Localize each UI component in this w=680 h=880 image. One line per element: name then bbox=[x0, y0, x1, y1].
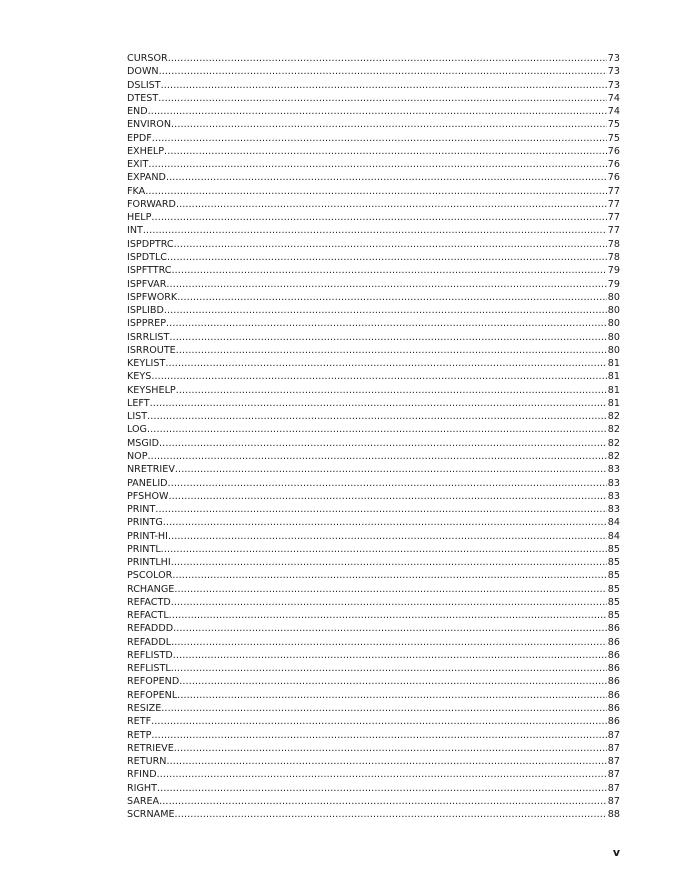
toc-entry-label: ISPDPTRC bbox=[127, 238, 174, 250]
toc-entry[interactable] bbox=[127, 92, 620, 105]
toc-entry-label: DTEST bbox=[127, 92, 159, 104]
toc-dot-leader bbox=[166, 278, 606, 291]
toc-entry-label: PFSHOW bbox=[127, 490, 169, 502]
toc-dot-leader bbox=[150, 397, 607, 410]
toc-entry[interactable] bbox=[127, 52, 620, 65]
toc-dot-leader bbox=[152, 132, 607, 145]
toc-entry-page: 85 bbox=[607, 610, 620, 622]
toc-dot-leader bbox=[151, 211, 606, 224]
toc-entry-label: ISRROUTE bbox=[127, 344, 176, 356]
toc-entry-label: RCHANGE bbox=[127, 583, 175, 595]
toc-entry[interactable] bbox=[127, 782, 620, 795]
toc-dot-leader bbox=[148, 450, 607, 463]
toc-entry-page: 79 bbox=[607, 278, 620, 290]
toc-dot-leader bbox=[176, 198, 607, 211]
toc-entry-page: 76 bbox=[607, 145, 620, 157]
toc-entry-page: 86 bbox=[607, 663, 620, 675]
toc-entry-page: 76 bbox=[607, 172, 620, 184]
toc-dot-leader bbox=[166, 755, 606, 768]
toc-entry-page: 85 bbox=[607, 570, 620, 582]
toc-entry-label: RFIND bbox=[127, 769, 157, 781]
toc-entry[interactable] bbox=[127, 715, 620, 728]
toc-entry-page: 86 bbox=[607, 716, 620, 728]
toc-entry-label: ISRRLIST bbox=[127, 331, 170, 343]
toc-entry-label: REFACTD bbox=[127, 596, 171, 608]
toc-entry[interactable] bbox=[127, 477, 620, 490]
toc-dot-leader bbox=[151, 370, 606, 383]
toc-dot-leader bbox=[159, 65, 607, 78]
toc-entry[interactable] bbox=[127, 556, 620, 569]
toc-dot-leader bbox=[151, 715, 607, 728]
page-number: v bbox=[612, 846, 620, 859]
toc-entry[interactable] bbox=[127, 198, 620, 211]
toc-entry-page: 83 bbox=[607, 490, 620, 502]
toc-entry[interactable] bbox=[127, 317, 620, 330]
toc-dot-leader bbox=[169, 609, 607, 622]
toc-dot-leader bbox=[179, 675, 607, 688]
toc-dot-leader bbox=[174, 583, 606, 596]
toc-entry[interactable] bbox=[127, 118, 620, 131]
toc-dot-leader bbox=[175, 463, 607, 476]
toc-entry-label: SAREA bbox=[127, 795, 160, 807]
toc-dot-leader bbox=[171, 118, 607, 131]
toc-entry[interactable] bbox=[127, 264, 620, 277]
toc-dot-leader bbox=[168, 530, 607, 543]
toc-entry[interactable] bbox=[127, 158, 620, 171]
toc-dot-leader bbox=[177, 291, 607, 304]
toc-entry[interactable] bbox=[127, 211, 620, 224]
toc-dot-leader bbox=[164, 304, 607, 317]
toc-dot-leader bbox=[148, 158, 606, 171]
toc-entry-page: 87 bbox=[607, 782, 620, 794]
toc-dot-leader bbox=[155, 503, 606, 516]
toc-dot-leader bbox=[159, 437, 607, 450]
toc-entry-label: DOWN bbox=[127, 66, 159, 78]
toc-entry-page: 78 bbox=[607, 238, 620, 250]
toc-entry-page: 77 bbox=[607, 185, 620, 197]
toc-entry-label: ISPPREP bbox=[127, 318, 167, 330]
toc-entry[interactable] bbox=[127, 768, 620, 781]
toc-entry-label: CURSOR bbox=[127, 53, 168, 64]
toc-entry-page: 85 bbox=[607, 543, 620, 555]
toc-entry[interactable] bbox=[127, 463, 620, 476]
toc-entry-page: 75 bbox=[607, 119, 620, 131]
toc-dot-leader bbox=[169, 331, 606, 344]
toc-dot-leader bbox=[171, 636, 607, 649]
toc-entry-label: RIGHT bbox=[127, 782, 158, 794]
toc-entry[interactable] bbox=[127, 543, 620, 556]
toc-entry[interactable] bbox=[127, 145, 620, 158]
toc-entry-label: RETRIEVE bbox=[127, 742, 174, 754]
toc-entry[interactable] bbox=[127, 649, 620, 662]
toc-entry[interactable] bbox=[127, 423, 620, 436]
toc-entry-label: INT bbox=[127, 225, 143, 237]
toc-dot-leader bbox=[177, 689, 607, 702]
toc-dot-leader bbox=[166, 317, 607, 330]
toc-entry-label: PRINT bbox=[127, 504, 156, 516]
toc-entry-page: 79 bbox=[607, 265, 620, 277]
toc-entry-page: 78 bbox=[607, 251, 620, 263]
toc-entry-label: RETP bbox=[127, 729, 152, 741]
toc-entry-label: EXHELP bbox=[127, 145, 165, 157]
toc-entry-page: 82 bbox=[607, 424, 620, 436]
toc-dot-leader bbox=[168, 490, 606, 503]
toc-entry[interactable] bbox=[127, 569, 620, 582]
toc-dot-leader bbox=[168, 477, 607, 490]
toc-dot-leader bbox=[168, 52, 607, 65]
toc-entry-label: ISPFWORK bbox=[127, 291, 178, 303]
toc-entry-label: LEFT bbox=[127, 397, 150, 409]
toc-entry[interactable] bbox=[127, 503, 620, 516]
toc-entry-label: REFADDD bbox=[127, 623, 174, 635]
toc-entry[interactable] bbox=[127, 795, 620, 808]
toc-entry-label: SCRNAME bbox=[127, 809, 175, 821]
toc-dot-leader bbox=[176, 384, 607, 397]
toc-entry[interactable] bbox=[127, 636, 620, 649]
toc-entry-page: 81 bbox=[607, 371, 620, 383]
toc-entry-label: ISPFTTRC bbox=[127, 265, 172, 277]
toc-entry-page: 83 bbox=[607, 504, 620, 516]
toc-entry-page: 86 bbox=[607, 703, 620, 715]
toc-entry-label: PSCOLOR bbox=[127, 570, 173, 582]
toc-dot-leader bbox=[174, 238, 607, 251]
toc-dot-leader bbox=[161, 702, 607, 715]
toc-entry[interactable] bbox=[127, 410, 620, 423]
toc-entry-label: KEYS bbox=[127, 371, 152, 383]
toc-entry[interactable] bbox=[127, 530, 620, 543]
toc-entry-page: 85 bbox=[607, 596, 620, 608]
toc-entry-page: 80 bbox=[607, 331, 620, 343]
toc-entry-page: 88 bbox=[607, 809, 620, 821]
toc-entry-page: 73 bbox=[607, 79, 620, 91]
toc-dot-leader bbox=[164, 145, 607, 158]
toc-entry[interactable] bbox=[127, 238, 620, 251]
toc-entry-label: NRETRIEV bbox=[127, 464, 175, 476]
toc-dot-leader bbox=[159, 795, 607, 808]
toc-entry-label: EXIT bbox=[127, 159, 149, 171]
toc-entry-label: RETF bbox=[127, 716, 152, 728]
toc-entry-label: REFOPENL bbox=[127, 689, 178, 701]
toc-entry-page: 73 bbox=[607, 53, 620, 64]
toc-entry-page: 80 bbox=[607, 318, 620, 330]
toc-dot-leader bbox=[173, 649, 607, 662]
toc-entry-page: 83 bbox=[607, 464, 620, 476]
toc-entry-label: LOG bbox=[127, 424, 147, 436]
toc-entry-page: 87 bbox=[607, 729, 620, 741]
toc-entry-label: FKA bbox=[127, 185, 146, 197]
toc-entry-label: RETURN bbox=[127, 756, 167, 768]
toc-entry-label: MSGID bbox=[127, 437, 160, 449]
toc-entry[interactable] bbox=[127, 278, 620, 291]
toc-entry-page: 77 bbox=[607, 225, 620, 237]
toc-entry-page: 77 bbox=[607, 198, 620, 210]
toc-dot-leader bbox=[166, 171, 607, 184]
toc-entry-label: RESIZE bbox=[127, 703, 162, 715]
toc-entry-label: HELP bbox=[127, 212, 152, 224]
toc-dot-leader bbox=[165, 357, 606, 370]
toc-entry[interactable] bbox=[127, 397, 620, 410]
toc-dot-leader bbox=[174, 742, 607, 755]
toc-entry-label: PRINTG bbox=[127, 517, 163, 529]
toc-entry-label: PRINT-HI bbox=[127, 530, 168, 542]
toc-entry-page: 77 bbox=[607, 212, 620, 224]
toc-entry[interactable] bbox=[127, 437, 620, 450]
toc-entry-label: DSLIST bbox=[127, 79, 161, 91]
toc-entry-page: 75 bbox=[607, 132, 620, 144]
toc-entry-page: 83 bbox=[607, 477, 620, 489]
toc-entry[interactable] bbox=[127, 105, 620, 118]
toc-entry[interactable] bbox=[127, 689, 620, 702]
toc-entry[interactable] bbox=[127, 808, 620, 821]
toc-entry[interactable] bbox=[127, 583, 620, 596]
toc-entry-page: 86 bbox=[607, 676, 620, 688]
toc-entry-page: 86 bbox=[607, 636, 620, 648]
toc-entry[interactable] bbox=[127, 596, 620, 609]
toc-entry-label: REFLISTD bbox=[127, 649, 173, 661]
toc-entry-label: NOP bbox=[127, 450, 148, 462]
toc-entry[interactable] bbox=[127, 224, 620, 237]
toc-entry-label: REFOPEND bbox=[127, 676, 180, 688]
toc-entry-label: PANELID bbox=[127, 477, 168, 489]
toc-entry[interactable] bbox=[127, 609, 620, 622]
toc-entry-label: ENVIRON bbox=[127, 119, 172, 131]
toc-entry-page: 86 bbox=[607, 689, 620, 701]
toc-entry-page: 85 bbox=[607, 557, 620, 569]
toc-entry-label: END bbox=[127, 106, 148, 118]
toc-dot-leader bbox=[176, 344, 607, 357]
toc-entry[interactable] bbox=[127, 516, 620, 529]
toc-entry-page: 80 bbox=[607, 344, 620, 356]
toc-entry-label: ISPFVAR bbox=[127, 278, 167, 290]
toc-entry-page: 73 bbox=[607, 66, 620, 78]
toc-dot-leader bbox=[172, 569, 606, 582]
toc-entry-page: 81 bbox=[607, 397, 620, 409]
toc-entry-page: 81 bbox=[607, 384, 620, 396]
toc-dot-leader bbox=[175, 808, 607, 821]
toc-dot-leader bbox=[171, 556, 607, 569]
toc-entry-page: 82 bbox=[607, 411, 620, 423]
toc-entry-label: REFADDL bbox=[127, 636, 172, 648]
toc-entry[interactable] bbox=[127, 171, 620, 184]
toc-dot-leader bbox=[161, 543, 607, 556]
toc-dot-leader bbox=[161, 79, 607, 92]
toc-entry-page: 74 bbox=[607, 106, 620, 118]
toc-entry-label: PRINTL bbox=[127, 543, 161, 555]
toc-dot-leader bbox=[172, 264, 607, 277]
toc-dot-leader bbox=[143, 224, 607, 237]
toc-entry[interactable] bbox=[127, 662, 620, 675]
toc-entry[interactable] bbox=[127, 755, 620, 768]
toc-dot-leader bbox=[157, 782, 607, 795]
toc-dot-leader bbox=[171, 662, 607, 675]
toc-entry-label: PRINTLHI bbox=[127, 557, 171, 569]
toc-entry[interactable] bbox=[127, 675, 620, 688]
toc-entry[interactable] bbox=[127, 450, 620, 463]
toc-entry-page: 87 bbox=[607, 795, 620, 807]
toc-entry-page: 86 bbox=[607, 623, 620, 635]
toc-entry-label: EXPAND bbox=[127, 172, 166, 184]
toc-entry-label: REFLISTL bbox=[127, 663, 171, 675]
toc-entry-label: REFACTL bbox=[127, 610, 169, 622]
toc-entry[interactable] bbox=[127, 185, 620, 198]
toc-entry[interactable] bbox=[127, 384, 620, 397]
toc-entry-page: 86 bbox=[607, 649, 620, 661]
toc-entry-label: EPDF bbox=[127, 132, 152, 144]
toc-entry[interactable] bbox=[127, 622, 620, 635]
toc-entry-label: FORWARD bbox=[127, 198, 176, 210]
toc-dot-leader bbox=[158, 92, 607, 105]
toc-entry-label: KEYSHELP bbox=[127, 384, 176, 396]
toc-entry-page: 85 bbox=[607, 583, 620, 595]
toc-entry[interactable] bbox=[127, 729, 620, 742]
toc-dot-leader bbox=[173, 622, 607, 635]
toc-entry-page: 87 bbox=[607, 769, 620, 781]
table-of-contents bbox=[127, 52, 620, 821]
toc-entry[interactable] bbox=[127, 65, 620, 78]
toc-entry-page: 76 bbox=[607, 159, 620, 171]
toc-entry-label: KEYLIST bbox=[127, 358, 166, 370]
toc-entry[interactable] bbox=[127, 344, 620, 357]
toc-entry-label: ISPDTLC bbox=[127, 251, 167, 263]
toc-entry-page: 74 bbox=[607, 92, 620, 104]
toc-entry[interactable] bbox=[127, 304, 620, 317]
toc-dot-leader bbox=[148, 105, 607, 118]
toc-dot-leader bbox=[151, 729, 606, 742]
toc-entry[interactable] bbox=[127, 702, 620, 715]
toc-dot-leader bbox=[145, 185, 607, 198]
toc-entry-page: 87 bbox=[607, 756, 620, 768]
toc-entry[interactable] bbox=[127, 79, 620, 92]
toc-dot-leader bbox=[157, 768, 607, 781]
toc-dot-leader bbox=[147, 423, 607, 436]
toc-entry-page: 84 bbox=[607, 517, 620, 529]
toc-entry-page: 82 bbox=[607, 450, 620, 462]
toc-entry-page: 82 bbox=[607, 437, 620, 449]
toc-entry[interactable] bbox=[127, 370, 620, 383]
toc-entry-label: LIST bbox=[127, 411, 148, 423]
toc-entry-label: ISPLIBD bbox=[127, 305, 164, 317]
toc-dot-leader bbox=[163, 516, 607, 529]
toc-entry[interactable] bbox=[127, 357, 620, 370]
toc-dot-leader bbox=[167, 251, 607, 264]
toc-dot-leader bbox=[147, 410, 607, 423]
toc-entry-page: 81 bbox=[607, 358, 620, 370]
toc-entry[interactable] bbox=[127, 132, 620, 145]
toc-entry-page: 84 bbox=[607, 530, 620, 542]
toc-dot-leader bbox=[171, 596, 607, 609]
toc-entry-page: 80 bbox=[607, 305, 620, 317]
toc-entry-page: 87 bbox=[607, 742, 620, 754]
toc-entry[interactable] bbox=[127, 742, 620, 755]
toc-entry[interactable] bbox=[127, 291, 620, 304]
toc-entry-page: 80 bbox=[607, 291, 620, 303]
toc-entry[interactable] bbox=[127, 251, 620, 264]
toc-entry[interactable] bbox=[127, 331, 620, 344]
toc-entry[interactable] bbox=[127, 490, 620, 503]
